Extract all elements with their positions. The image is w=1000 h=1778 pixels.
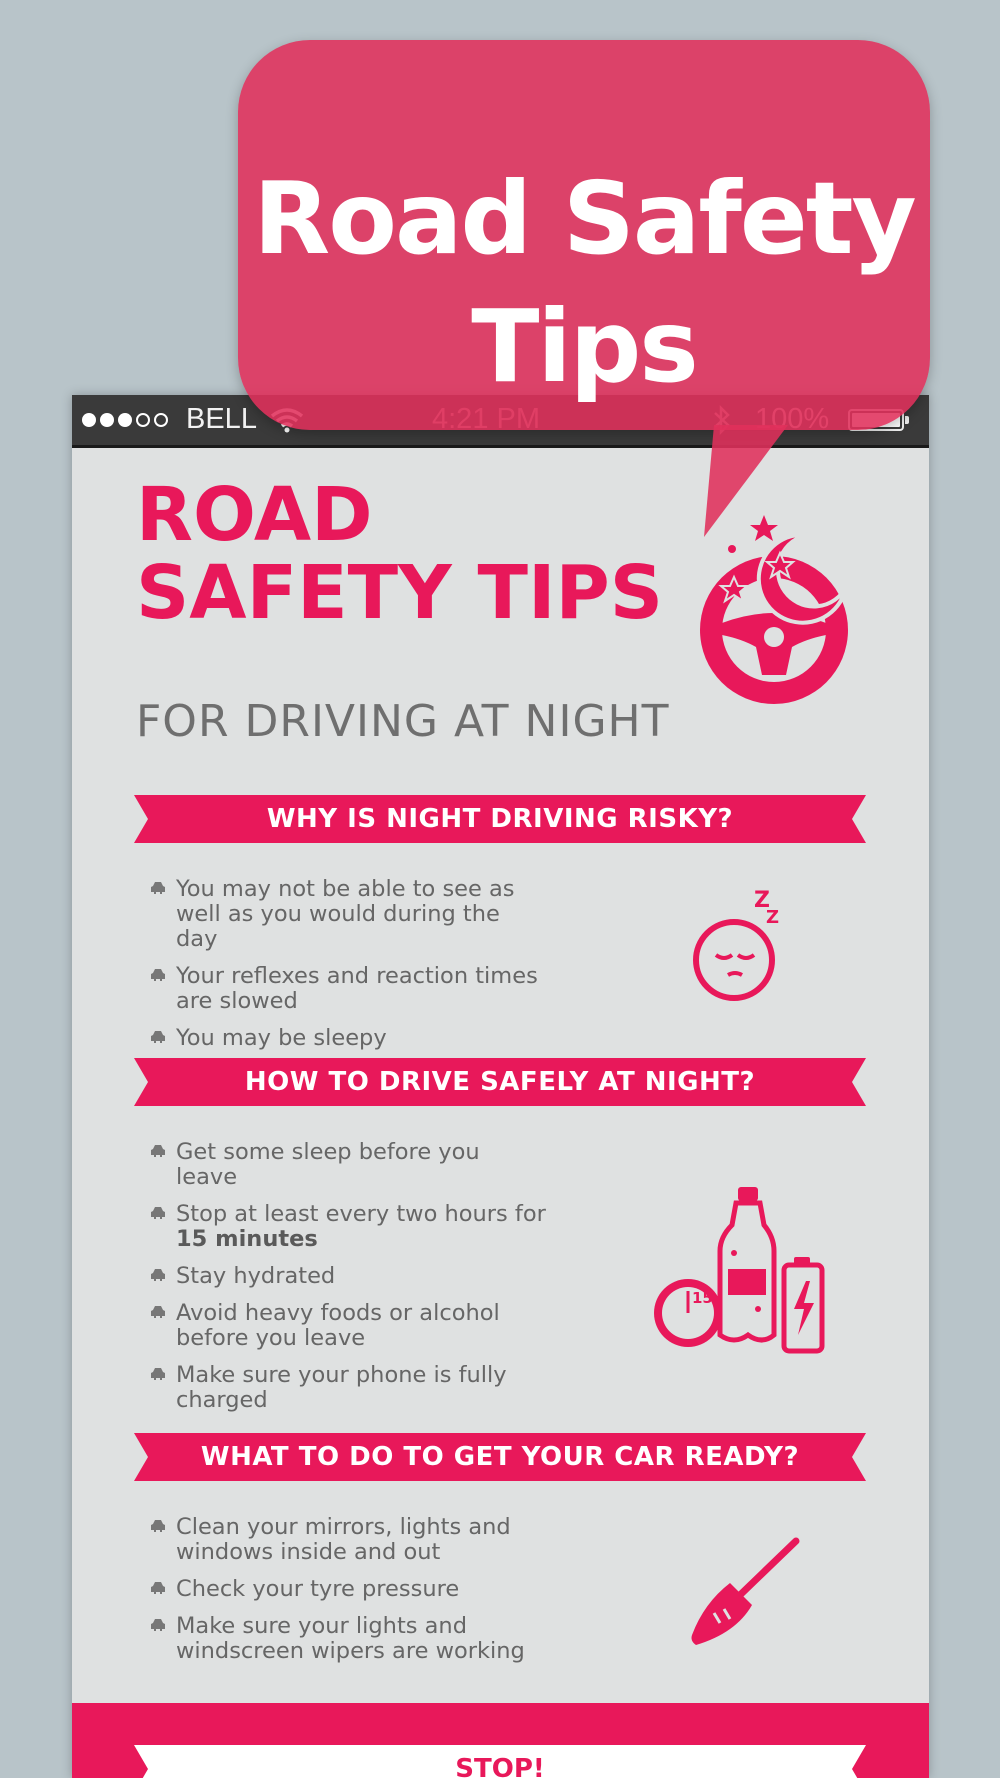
bubble-title [238,155,930,411]
car-icon [150,1519,166,1533]
bubble-title-line1: Road Safety [253,160,915,277]
section-list [150,1515,546,1676]
list-item: Stop at least every two hours for 15 minutes [150,1202,546,1252]
infographic-title-line2: SAFETY TIPS [136,550,664,636]
section-heading-ribbon [134,1058,866,1106]
infographic-title-line1: ROAD [136,472,373,558]
list-item: Clean your mirrors, lights and windows inside and out [150,1515,546,1565]
car-icon [150,1581,166,1595]
car-icon [150,881,166,895]
section-heading: WHY IS NIGHT DRIVING RISKY? [266,804,734,834]
clock-label: 15 [692,1289,713,1307]
signal-strength-icon [82,403,172,437]
section-list [150,877,546,1063]
car-icon [150,1268,166,1282]
section-heading: WHAT TO DO TO GET YOUR CAR READY? [200,1442,800,1472]
svg-text:Z: Z [754,888,770,913]
bold-duration: 15 minutes [176,1226,318,1252]
steering-wheel-moon-icon [688,515,863,715]
stop-band [72,1703,929,1778]
list-item: Avoid heavy foods or alcohol before you leave [150,1301,546,1351]
section-heading-ribbon [134,1433,866,1481]
list-item: Make sure your phone is fully charged [150,1363,546,1413]
infographic-subtitle: FOR DRIVING AT NIGHT [136,696,670,747]
list-item: Make sure your lights and windscreen wipers are working [150,1614,546,1664]
list-item: You may be sleepy [150,1026,546,1051]
carrier-name: BELL [186,403,257,435]
bottle-clock-battery-icon [650,1185,840,1355]
car-icon [150,1030,166,1044]
list-item: You may not be able to see as well as you would during the day [150,877,546,952]
svg-text:Z: Z [766,907,780,928]
car-icon [150,1144,166,1158]
sleepy-face-icon [692,885,792,1005]
title-speech-bubble [238,40,930,430]
broom-icon [684,1533,804,1653]
phone-screen [72,395,929,1778]
car-icon [150,1618,166,1632]
speech-bubble-tail [700,425,790,540]
car-icon [150,1305,166,1319]
car-icon [150,1367,166,1381]
stop-label: STOP! [455,1754,545,1778]
car-icon [150,968,166,982]
list-item: Check your tyre pressure [150,1577,546,1602]
list-item: Stay hydrated [150,1264,546,1289]
list-item: Your reflexes and reaction times are slowed [150,964,546,1014]
section-list [150,1140,546,1425]
bubble-title-line2: Tips [471,288,697,405]
car-icon [150,1206,166,1220]
section-heading-ribbon [134,795,866,843]
stop-ribbon [134,1745,866,1778]
list-item: Get some sleep before you leave [150,1140,546,1190]
section-heading: HOW TO DRIVE SAFELY AT NIGHT? [244,1067,756,1097]
